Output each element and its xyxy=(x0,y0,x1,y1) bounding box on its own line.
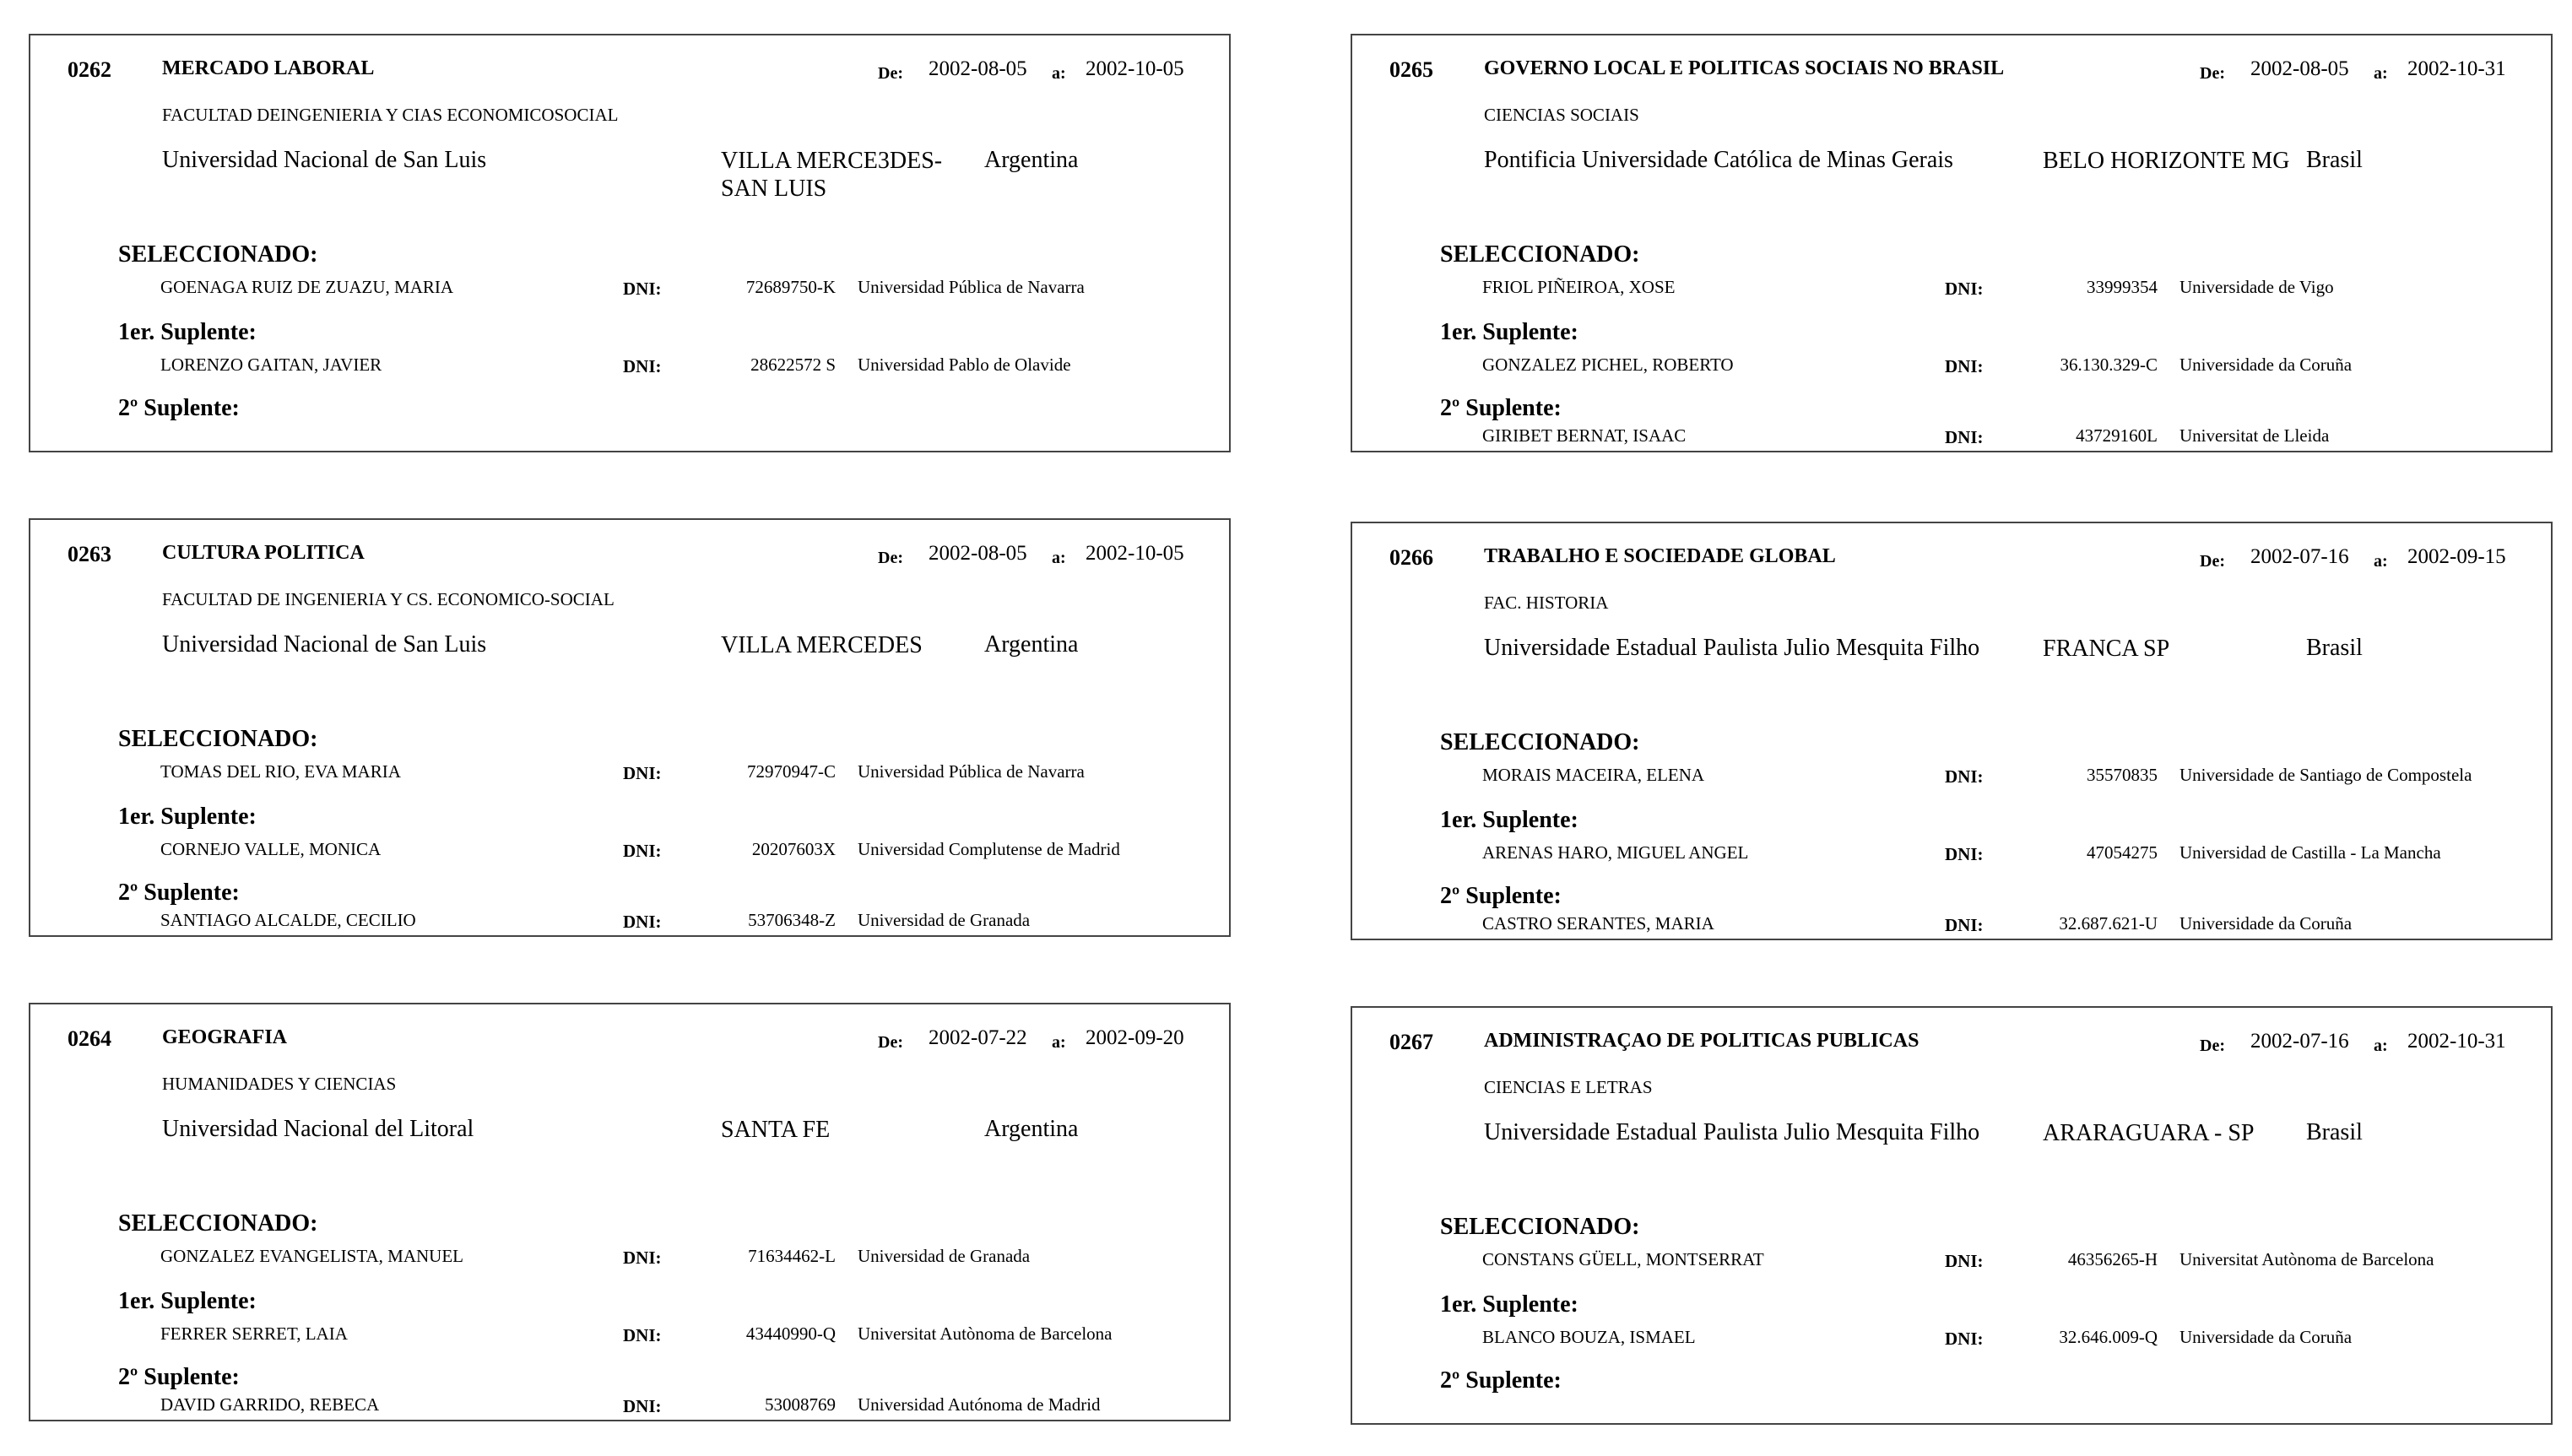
date-to: 2002-09-15 xyxy=(2407,545,2506,568)
person-name: MORAIS MACEIRA, ELENA xyxy=(1482,765,1705,785)
host-country: Brasil xyxy=(2306,635,2363,661)
program-code: 0266 xyxy=(1389,545,1433,570)
host-university: Universidad Nacional del Litoral xyxy=(162,1116,474,1142)
host-city: BELO HORIZONTE MG xyxy=(2043,148,2290,174)
second-substitute-label: 2º Suplente: xyxy=(1440,883,1562,909)
program-card xyxy=(1351,1006,2553,1425)
date-from-label: De: xyxy=(878,549,903,567)
dni-value: 53008769 xyxy=(765,1394,836,1415)
dni-label: DNI: xyxy=(1945,1329,1984,1349)
host-city: VILLA MERCEDES xyxy=(721,632,923,658)
dni-label: DNI: xyxy=(1945,279,1984,299)
dni-label: DNI: xyxy=(623,1396,662,1416)
person-university: Universidade da Coruña xyxy=(2179,355,2353,375)
selected-label: SELECCIONADO: xyxy=(1440,241,1640,268)
dni-value: 47054275 xyxy=(2087,842,2158,863)
date-from-label: De: xyxy=(878,1033,903,1052)
second-substitute-label: 2º Suplente: xyxy=(1440,1367,1562,1394)
dni-label: DNI: xyxy=(623,841,662,861)
person-university: Universidade de Santiago de Compostela xyxy=(2179,765,2472,785)
faculty: FAC. HISTORIA xyxy=(1484,593,1609,613)
program-title: ADMINISTRAÇAO DE POLITICAS PUBLICAS xyxy=(1484,1030,1920,1052)
faculty: CIENCIAS SOCIAIS xyxy=(1484,105,1639,125)
first-substitute-label: 1er. Suplente: xyxy=(118,1288,257,1314)
dni-label: DNI: xyxy=(1945,766,1984,787)
program-card xyxy=(29,34,1231,452)
person-university: Universidade de Vigo xyxy=(2179,277,2334,297)
date-to: 2002-10-05 xyxy=(1086,542,1184,565)
person-university: Universidad de Granada xyxy=(858,1246,1031,1266)
dni-value: 35570835 xyxy=(2087,765,2158,785)
selected-label: SELECCIONADO: xyxy=(118,726,318,752)
person-name: ARENAS HARO, MIGUEL ANGEL xyxy=(1482,842,1749,863)
dni-label: DNI: xyxy=(623,763,662,783)
person-name: GOENAGA RUIZ DE ZUAZU, MARIA xyxy=(160,277,454,297)
program-card xyxy=(29,518,1231,937)
person-university: Universidade da Coruña xyxy=(2179,913,2353,934)
host-university: Universidade Estadual Paulista Julio Mesquita Filho xyxy=(1484,635,1980,661)
host-country: Argentina xyxy=(984,1116,1079,1142)
dni-label: DNI: xyxy=(1945,844,1984,864)
program-title: GOVERNO LOCAL E POLITICAS SOCIAIS NO BRASIL xyxy=(1484,57,2005,79)
dni-value: 72689750-K xyxy=(745,277,836,297)
program-title: GEOGRAFIA xyxy=(162,1026,288,1048)
dni-label: DNI: xyxy=(1945,427,1984,447)
person-name: GONZALEZ EVANGELISTA, MANUEL xyxy=(160,1246,463,1266)
program-card xyxy=(1351,34,2553,452)
host-country: Argentina xyxy=(984,147,1079,173)
first-substitute-label: 1er. Suplente: xyxy=(1440,1291,1578,1318)
person-university: Universidad Autónoma de Madrid xyxy=(858,1394,1101,1415)
selected-label: SELECCIONADO: xyxy=(118,1210,318,1237)
program-code: 0265 xyxy=(1389,57,1433,82)
person-university: Universidad de Granada xyxy=(858,910,1031,930)
person-university: Universidad Complutense de Madrid xyxy=(858,839,1120,859)
dni-value: 32.646.009-Q xyxy=(2059,1327,2158,1347)
host-city: VILLA MERCE3DES- SAN LUIS xyxy=(721,148,943,202)
date-from: 2002-08-05 xyxy=(929,57,1027,80)
person-university: Universitat de Lleida xyxy=(2179,425,2330,446)
selected-label: SELECCIONADO: xyxy=(1440,1214,1640,1240)
dni-label: DNI: xyxy=(1945,356,1984,376)
program-code: 0262 xyxy=(68,57,111,82)
person-name: DAVID GARRIDO, REBECA xyxy=(160,1394,380,1415)
dni-label: DNI: xyxy=(623,279,662,299)
date-from: 2002-08-05 xyxy=(929,542,1027,565)
date-from-label: De: xyxy=(2200,64,2225,83)
host-university: Pontificia Universidade Católica de Minas Gerais xyxy=(1484,147,1953,173)
dni-value: 71634462-L xyxy=(748,1246,836,1266)
first-substitute-label: 1er. Suplente: xyxy=(118,804,257,830)
date-from-label: De: xyxy=(2200,552,2225,571)
first-substitute-label: 1er. Suplente: xyxy=(1440,319,1578,345)
person-university: Universitat Autònoma de Barcelona xyxy=(858,1323,1113,1344)
person-university: Universidad Pública de Navarra xyxy=(858,761,1085,782)
person-name: CONSTANS GÜELL, MONTSERRAT xyxy=(1482,1249,1764,1269)
program-code: 0267 xyxy=(1389,1030,1433,1054)
date-to-label: a: xyxy=(2374,64,2388,83)
person-name: BLANCO BOUZA, ISMAEL xyxy=(1482,1327,1696,1347)
person-name: CASTRO SERANTES, MARIA xyxy=(1482,913,1714,934)
host-country: Argentina xyxy=(984,631,1079,658)
host-university: Universidad Nacional de San Luis xyxy=(162,147,487,173)
host-university: Universidade Estadual Paulista Julio Mesquita Filho xyxy=(1484,1119,1980,1145)
program-code: 0264 xyxy=(68,1026,111,1051)
dni-value: 53706348-Z xyxy=(748,910,836,930)
host-university: Universidad Nacional de San Luis xyxy=(162,631,487,658)
person-university: Universidade da Coruña xyxy=(2179,1327,2353,1347)
dni-label: DNI: xyxy=(1945,915,1984,935)
faculty: FACULTAD DEINGENIERIA Y CIAS ECONOMICOSOCIAL xyxy=(162,105,619,125)
second-substitute-label: 2º Suplente: xyxy=(118,395,240,421)
dni-value: 43729160L xyxy=(2076,425,2158,446)
date-to-label: a: xyxy=(2374,552,2388,571)
program-code: 0263 xyxy=(68,542,111,566)
dni-label: DNI: xyxy=(623,1325,662,1345)
host-city: FRANCA SP xyxy=(2043,636,2170,662)
program-title: TRABALHO E SOCIEDADE GLOBAL xyxy=(1484,545,1836,567)
date-from: 2002-07-16 xyxy=(2250,545,2349,568)
program-title: CULTURA POLITICA xyxy=(162,542,365,564)
first-substitute-label: 1er. Suplente: xyxy=(1440,807,1578,833)
person-name: FERRER SERRET, LAIA xyxy=(160,1323,348,1344)
dni-label: DNI: xyxy=(1945,1251,1984,1271)
person-name: CORNEJO VALLE, MONICA xyxy=(160,839,382,859)
host-country: Brasil xyxy=(2306,147,2363,173)
person-name: TOMAS DEL RIO, EVA MARIA xyxy=(160,761,401,782)
dni-value: 20207603X xyxy=(751,839,836,859)
date-to: 2002-10-31 xyxy=(2407,57,2506,80)
host-country: Brasil xyxy=(2306,1119,2363,1145)
faculty: CIENCIAS E LETRAS xyxy=(1484,1077,1653,1097)
date-to: 2002-10-05 xyxy=(1086,57,1184,80)
program-card xyxy=(29,1003,1231,1421)
person-name: FRIOL PIÑEIROA, XOSE xyxy=(1482,277,1676,297)
dni-label: DNI: xyxy=(623,356,662,376)
host-city: ARARAGUARA - SP xyxy=(2043,1120,2255,1146)
person-university: Universidad de Castilla - La Mancha xyxy=(2179,842,2441,863)
person-university: Universidad Pública de Navarra xyxy=(858,277,1085,297)
faculty: HUMANIDADES Y CIENCIAS xyxy=(162,1074,397,1094)
dni-label: DNI: xyxy=(623,1248,662,1268)
faculty: FACULTAD DE INGENIERIA Y CS. ECONOMICO-SOCIAL xyxy=(162,589,615,609)
dni-value: 36.130.329-C xyxy=(2060,355,2158,375)
selected-label: SELECCIONADO: xyxy=(1440,729,1640,755)
date-to-label: a: xyxy=(1052,1033,1066,1052)
program-title: MERCADO LABORAL xyxy=(162,57,375,79)
dni-value: 46356265-H xyxy=(2067,1249,2158,1269)
dni-value: 43440990-Q xyxy=(745,1323,836,1344)
dni-label: DNI: xyxy=(623,912,662,932)
person-name: GIRIBET BERNAT, ISAAC xyxy=(1482,425,1687,446)
host-city: SANTA FE xyxy=(721,1117,831,1143)
person-university: Universitat Autònoma de Barcelona xyxy=(2179,1249,2434,1269)
date-from: 2002-08-05 xyxy=(2250,57,2349,80)
person-university: Universidad Pablo de Olavide xyxy=(858,355,1071,375)
date-to-label: a: xyxy=(1052,64,1066,83)
first-substitute-label: 1er. Suplente: xyxy=(118,319,257,345)
date-from: 2002-07-16 xyxy=(2250,1030,2349,1053)
date-to: 2002-09-20 xyxy=(1086,1026,1184,1049)
second-substitute-label: 2º Suplente: xyxy=(118,1364,240,1390)
dni-value: 28622572 S xyxy=(750,355,836,375)
dni-value: 72970947-C xyxy=(747,761,836,782)
dni-value: 32.687.621-U xyxy=(2059,913,2158,934)
date-to-label: a: xyxy=(2374,1037,2388,1055)
date-to-label: a: xyxy=(1052,549,1066,567)
dni-value: 33999354 xyxy=(2087,277,2158,297)
person-name: GONZALEZ PICHEL, ROBERTO xyxy=(1482,355,1734,375)
date-from-label: De: xyxy=(2200,1037,2225,1055)
second-substitute-label: 2º Suplente: xyxy=(1440,395,1562,421)
person-name: LORENZO GAITAN, JAVIER xyxy=(160,355,382,375)
program-card xyxy=(1351,522,2553,940)
person-name: SANTIAGO ALCALDE, CECILIO xyxy=(160,910,416,930)
second-substitute-label: 2º Suplente: xyxy=(118,880,240,906)
date-from-label: De: xyxy=(878,64,903,83)
selected-label: SELECCIONADO: xyxy=(118,241,318,268)
date-from: 2002-07-22 xyxy=(929,1026,1027,1049)
date-to: 2002-10-31 xyxy=(2407,1030,2506,1053)
